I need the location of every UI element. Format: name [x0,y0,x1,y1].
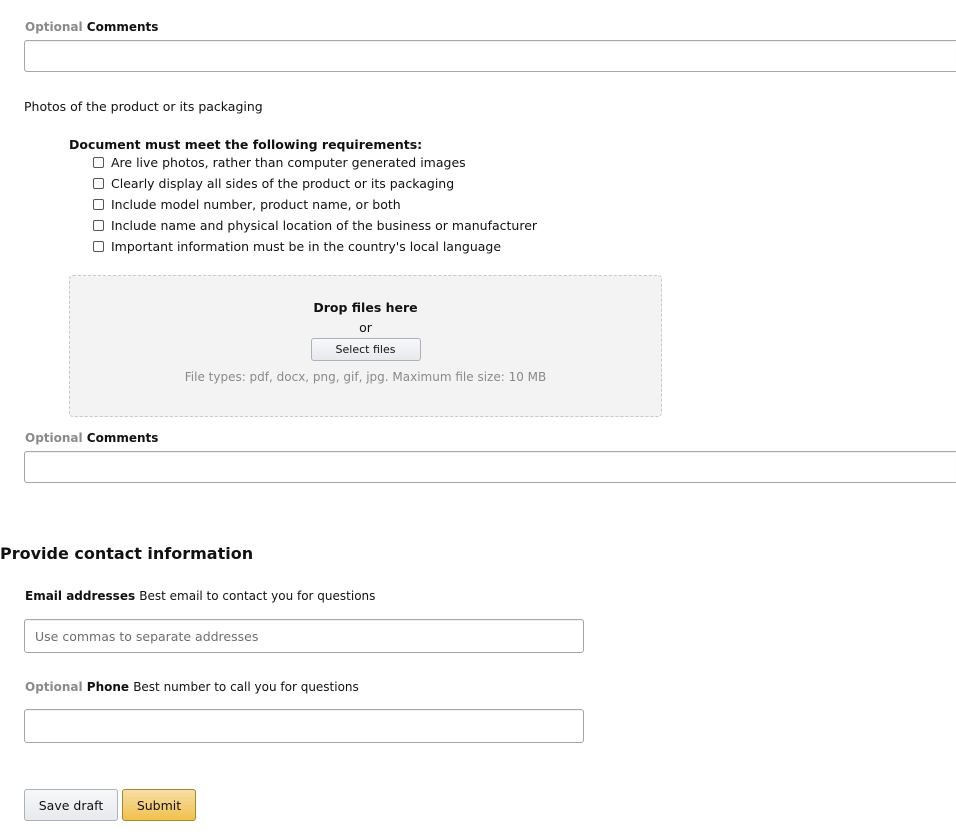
save-draft-button[interactable]: Save draft [24,789,118,821]
phone-input[interactable] [24,709,584,743]
email-label-row [25,589,375,604]
submit-button[interactable]: Submit [122,789,196,821]
optional-tag: Optional [25,431,83,445]
requirement-item [93,194,537,215]
requirement-text: Important information must be in the country's local language [111,239,502,254]
phone-hint: Best number to call you for questions [133,680,359,694]
comments-label-2 [25,431,158,446]
requirement-checkbox[interactable] [93,178,104,189]
comments-field-label: Comments [86,20,159,34]
requirement-checkbox[interactable] [93,220,104,231]
requirement-checkbox[interactable] [93,199,104,210]
requirement-checkbox[interactable] [93,157,104,168]
dropzone-file-types: File types: pdf, docx, png, gif, jpg. Maximum file size: 10 MB [184,370,547,384]
requirement-text: Include name and physical location of the business or manufacturer [111,218,538,233]
phone-label-row [25,680,359,695]
dropzone-title: Drop files here [313,300,418,315]
requirement-text: Include model number, product name, or both [111,197,401,212]
email-input[interactable] [24,619,584,653]
requirements-list [93,152,537,257]
photos-label: Photos of the product or its packaging [24,99,263,114]
requirement-item [93,215,537,236]
requirement-item [93,173,537,194]
file-dropzone[interactable] [69,275,662,417]
email-label: Email addresses [25,589,136,603]
comments-label-1 [25,20,158,35]
dropzone-or: or [359,320,372,335]
email-hint: Best email to contact you for questions [139,589,376,603]
requirements-title: Document must meet the following requirements: [69,137,423,152]
requirement-checkbox[interactable] [93,241,104,252]
comments-field-label: Comments [86,431,159,445]
contact-section-title: Provide contact information [0,544,254,563]
optional-tag: Optional [25,680,83,694]
phone-label: Phone [86,680,130,694]
optional-tag: Optional [25,20,83,34]
comments-input-2[interactable] [24,451,956,483]
requirement-item [93,236,537,257]
requirement-item [93,152,537,173]
requirement-text: Are live photos, rather than computer generated images [111,155,466,170]
select-files-button[interactable]: Select files [311,338,421,361]
requirement-text: Clearly display all sides of the product or its packaging [111,176,455,191]
comments-input-1[interactable] [24,40,956,72]
